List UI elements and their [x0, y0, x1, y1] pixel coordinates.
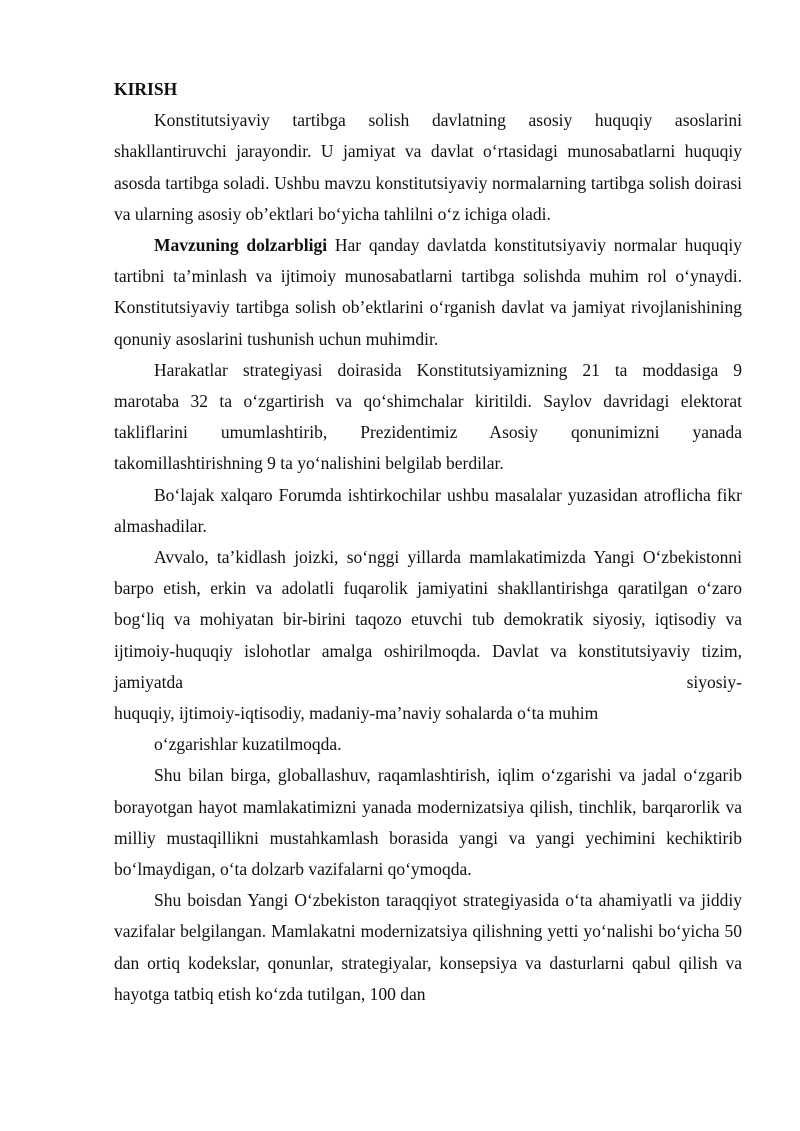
paragraph-strategy	[114, 355, 742, 480]
paragraph-development-strategy: Shu boisdan Yangi O‘zbekiston taraqqiyot strategiyasida o‘ta ahamiyatli va jiddiy vazifalar belgilangan. Mamlakatni modernizatsiya qilishning yetti yo‘nalishi bo‘yicha 50 dan ortiq kodekslar, qonunlar, strategiyalar, konsepsiya va dasturlarni qabul qilish va hayotga tatbiq etish ko‘zda tutilgan, 100 dan	[114, 890, 742, 1004]
strategy-line-3: takliflarini umumlashtirib, Prezidentimiz Asosiy qonunimizni yanada	[114, 422, 742, 443]
paragraph-intro: Konstitutsiyaviy tartibga solish davlatning asosiy huquqiy asoslarini shakllantiruvchi jarayondir. U jamiyat va davlat o‘rtasidagi munosabatlarni huquqiy asosda tartibga soladi. Ushbu mavzu konstitutsiyaviy normalarning tartibga solish doirasi va ularning asosiy ob’ektlari bo‘yicha tahlilni o‘z ichiga oladi.	[114, 110, 742, 224]
section-heading: KIRISH	[114, 79, 178, 99]
relevance-label: Mavzuning dolzarbligi	[154, 235, 328, 256]
strategy-line-1: Harakatlar strategiyasi doirasida Konstitutsiyamizning 21 ta moddasiga 9	[154, 359, 742, 380]
reforms-main: Avvalo, ta’kidlash joizki, so‘nggi yillarda mamlakatimizda Yangi O‘zbekistonni barpo etish, erkin va adolatli fuqarolik jamiyatini shakllantirishga qaratilgan o‘zaro bog‘liq va mohiyatan bir-birini taqozo etuvchi tub demokratik siyosiy, iqtisodiy va ijtimoiy-huquqiy islohotlar amalga oshirilmoqda. Davlat va konstitutsiyaviy tizim, jamiyatda siyosiy-	[114, 547, 742, 692]
strategy-line-2: marotaba 32 ta o‘zgartirish va qo‘shimchalar kiritildi. Saylov davridagi elektorat	[114, 391, 742, 412]
strategy-line-4: takomillashtirishning 9 ta yo‘nalishini belgilab berdilar.	[114, 453, 504, 474]
paragraph-forum: Bo‘lajak xalqaro Forumda ishtirkochilar ushbu masalalar yuzasidan atroflicha fikr almashadilar.	[114, 484, 742, 536]
reforms-last-line: huquqiy, ijtimoiy-iqtisodiy, madaniy-ma’naviy sohalarda o‘ta muhim	[114, 703, 599, 724]
relevance-text: Har qanday davlatda konstitutsiyaviy normalar huquqiy tartibni ta’minlash va ijtimoiy munosabatlarni tartibga solishda muhim rol o‘ynaydi. Konstitutsiyaviy tartibga solish ob’ektlarini o‘rganish davlat va jamiyat rivojlanishining qonuniy asoslarini tushunish uchun muhimdir.	[114, 235, 742, 349]
paragraph-globalization: Shu bilan birga, globallashuv, raqamlashtirish, iqlim o‘zgarishi va jadal o‘zgarib borayotgan hayot mamlakatimizni yanada modernizatsiya qilish, tinchlik, barqarorlik va milliy mustaqillikni mustahkamlash borasida yangi va yangi yechimini kechiktirib bo‘lmaydigan, o‘ta dolzarb vazifalarni qo‘ymoqda.	[114, 765, 742, 880]
paragraph-reforms	[114, 542, 742, 760]
reforms-continuation: o‘zgarishlar kuzatilmoqda.	[154, 734, 342, 755]
paragraph-relevance	[114, 230, 742, 355]
